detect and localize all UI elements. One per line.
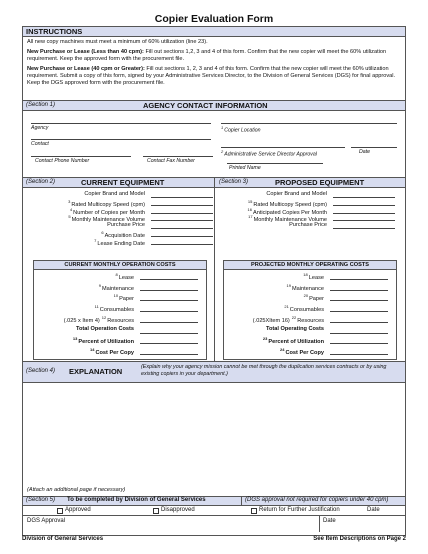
instructions-p3-body: Fill out sections 1, 2, 3 and 4 of this form. Confirm that the new copier will meet the 60% utilization requirement. Submit a copy of this form, signed by your Administrative Services Director, to the Division of General Services (DGS) for final approval. Keep the DGS approved form with the procurement file. [27, 66, 396, 86]
section4-name: EXPLANATION [69, 367, 123, 376]
form-page [22, 12, 406, 542]
field-label: Copier Brand and Model [266, 191, 327, 197]
cost-label: $^{23}$Percent of Utilization [262, 336, 324, 346]
field-label: $^4$Number of Copies per Month [69, 206, 145, 216]
approved-label: Approved [65, 507, 91, 513]
cost-input-line[interactable] [330, 311, 388, 312]
phone-line[interactable] [31, 156, 131, 157]
section2-3-header [23, 177, 405, 188]
projected-costs-head: PROJECTED MONTHLY OPERATING COSTS [224, 261, 396, 270]
section4-header [23, 361, 405, 383]
section5-name: To be completed by Division of General Services [67, 497, 206, 503]
phone-label: Contact Phone Number [35, 158, 90, 164]
copier-location-label: $^1$Copier Location [221, 125, 261, 134]
disapproved-label: Disapproved [161, 507, 195, 513]
approved-checkbox[interactable] [57, 508, 63, 514]
section1-body [23, 111, 405, 177]
explanation-area[interactable] [23, 383, 405, 496]
section2-3-body [23, 188, 405, 361]
dgs-approval-label: DGS Approval [27, 518, 66, 524]
section3-tag: (Section 3) [219, 179, 249, 185]
field-label: $^7$Lease Ending Date [94, 237, 145, 247]
cost-input-line[interactable] [330, 300, 388, 301]
dgs-date-label: Date [323, 518, 336, 524]
current-costs-head: CURRENT MONTHLY OPERATION COSTS [34, 261, 206, 270]
asd-approval-line[interactable] [221, 147, 345, 148]
cost-label: $^9$Maintenance [98, 282, 134, 292]
field-label: $^3$Rated Multicopy Speed (cpm) [68, 198, 145, 208]
field-label: Purchase Price [107, 222, 145, 229]
field-input-line[interactable] [333, 197, 395, 198]
projected-costs-box [223, 260, 397, 360]
field-label: $^{17}$Monthly Maintenance Volume [248, 214, 327, 224]
field-input-line[interactable] [151, 220, 213, 221]
cost-label: (.025 x Item 4)$^{12}$Resources [63, 314, 134, 324]
cost-input-line[interactable] [140, 343, 198, 344]
footer-right: See Item Descriptions on Page 2 [313, 536, 406, 542]
cost-input-line[interactable] [330, 354, 388, 355]
asd-date-label: Date [359, 149, 370, 155]
section4-note: (Explain why your agency mission cannot be met through the duplication services contracts or by using existing copiers in your department.) [141, 364, 387, 377]
section5-header [23, 496, 405, 506]
cost-input-line[interactable] [140, 322, 198, 323]
instructions-p3 [27, 66, 401, 87]
instructions-heading: INSTRUCTIONS [26, 27, 83, 36]
cost-input-line[interactable] [140, 300, 198, 301]
dgs-approval-divider [319, 516, 320, 532]
field-input-line[interactable] [333, 228, 395, 229]
disapproved-checkbox[interactable] [153, 508, 159, 514]
instructions-p2-body: Fill out sections 1,2, 3 and 4 of this form. Confirm that the new copier will meet the 60% utilization requirement. Keep the approved form with the procurement file. [27, 49, 387, 62]
section5-checks [23, 506, 405, 516]
cost-input-line[interactable] [140, 279, 198, 280]
dgs-approval-row [23, 516, 405, 532]
field-input-line[interactable] [151, 244, 213, 245]
cost-label: $^8$Lease [115, 272, 134, 281]
section5-date-label: Date [367, 507, 380, 513]
section1-header [23, 100, 405, 111]
contact-label: Contact [31, 141, 49, 147]
contact-line[interactable] [31, 139, 211, 140]
field-label: $^6$Acquisition Date [101, 230, 145, 239]
cost-label: $^{11}$Consumables [94, 304, 134, 313]
field-input-line[interactable] [151, 228, 213, 229]
cost-input-line[interactable] [330, 343, 388, 344]
section5-tag: (Section 5) [26, 497, 56, 503]
cost-input-line[interactable] [330, 322, 388, 323]
instructions-p3-lead: New Purchase or Lease (40 cpm or Greater): [27, 66, 145, 72]
section3-name: PROPOSED EQUIPMENT [275, 178, 365, 187]
field-input-line[interactable] [333, 213, 395, 214]
field-label: $^5$Monthly Maintenance Volume [68, 214, 145, 224]
agency-line[interactable] [31, 123, 211, 124]
cost-input-line[interactable] [330, 279, 388, 280]
cost-input-line[interactable] [330, 290, 388, 291]
field-label: $^{16}$Anticipated Copies Per Month [247, 206, 327, 216]
section-divider [214, 188, 215, 361]
section5-divider [241, 497, 242, 505]
attach-note: (Attach an additional page if necessary) [27, 487, 126, 493]
cost-label: $^{10}$Paper [113, 293, 134, 303]
section5-note: (DGS approval not required for copiers under 40 cpm) [245, 497, 389, 503]
cost-label: $^{14}$Cost Per Copy [90, 346, 134, 356]
cost-label: Total Operation Costs [75, 325, 134, 332]
section2-name: CURRENT EQUIPMENT [81, 178, 165, 187]
instructions-band [23, 27, 405, 37]
return-checkbox[interactable] [251, 508, 257, 514]
current-costs-box [33, 260, 207, 360]
asd-date-line[interactable] [351, 147, 397, 148]
cost-label: $^{24}$Cost Per Copy [280, 346, 324, 356]
field-input-line[interactable] [151, 213, 213, 214]
cost-label: $^{18}$Lease [303, 272, 324, 281]
cost-label: (.025XItem 16)$^{22}$Resources [252, 314, 324, 324]
cost-label: Total Operating Costs [265, 325, 324, 332]
return-label: Return for Further Justification [259, 507, 340, 513]
instructions-p2 [27, 49, 401, 63]
printed-name-label: Printed Name [229, 165, 261, 171]
copier-location-line[interactable] [221, 123, 397, 124]
field-input-line[interactable] [151, 197, 213, 198]
agency-label: Agency [31, 125, 49, 131]
footer-left: Division of General Services [22, 536, 104, 542]
cost-label: $^{20}$Paper [303, 293, 324, 303]
asd-approval-label: $^2$Administrative Service Director Approval [221, 149, 317, 158]
section1-tag: (Section 1) [26, 102, 56, 108]
cost-input-line[interactable] [140, 354, 198, 355]
form-frame [22, 26, 406, 536]
instructions-body [23, 37, 405, 100]
field-label: $^{15}$Rated Multicopy Speed (cpm) [247, 198, 327, 208]
section2-tag: (Section 2) [26, 179, 56, 185]
cost-input-line[interactable] [330, 333, 388, 334]
fax-label: Contact Fax Number [147, 158, 195, 164]
instructions-p1: All new copy machines must meet a minimum of 60% utilization (line 23). [27, 39, 208, 45]
field-input-line[interactable] [151, 205, 213, 206]
field-label: Copier Brand and Model [84, 191, 145, 197]
instructions-p2-lead: New Purchase or Lease (Less than 40 cpm): [27, 49, 144, 55]
field-input-line[interactable] [151, 236, 213, 237]
field-label: Purchase Price [289, 222, 327, 229]
cost-label: $^{21}$Consumables [284, 304, 324, 313]
cost-label: $^{19}$Maintenance [286, 282, 324, 292]
cost-input-line[interactable] [140, 290, 198, 291]
field-input-line[interactable] [333, 205, 395, 206]
section-divider-head [214, 178, 215, 187]
cost-label: $^{13}$Percent of Utilization [72, 336, 134, 346]
section1-name: AGENCY CONTACT INFORMATION [143, 101, 268, 110]
fax-line[interactable] [143, 156, 213, 157]
field-input-line[interactable] [333, 220, 395, 221]
section4-tag: (Section 4) [26, 368, 56, 374]
printed-name-line[interactable] [227, 163, 323, 164]
cost-input-line[interactable] [140, 333, 198, 334]
form-title: Copier Evaluation Form [154, 13, 274, 25]
cost-input-line[interactable] [140, 311, 198, 312]
